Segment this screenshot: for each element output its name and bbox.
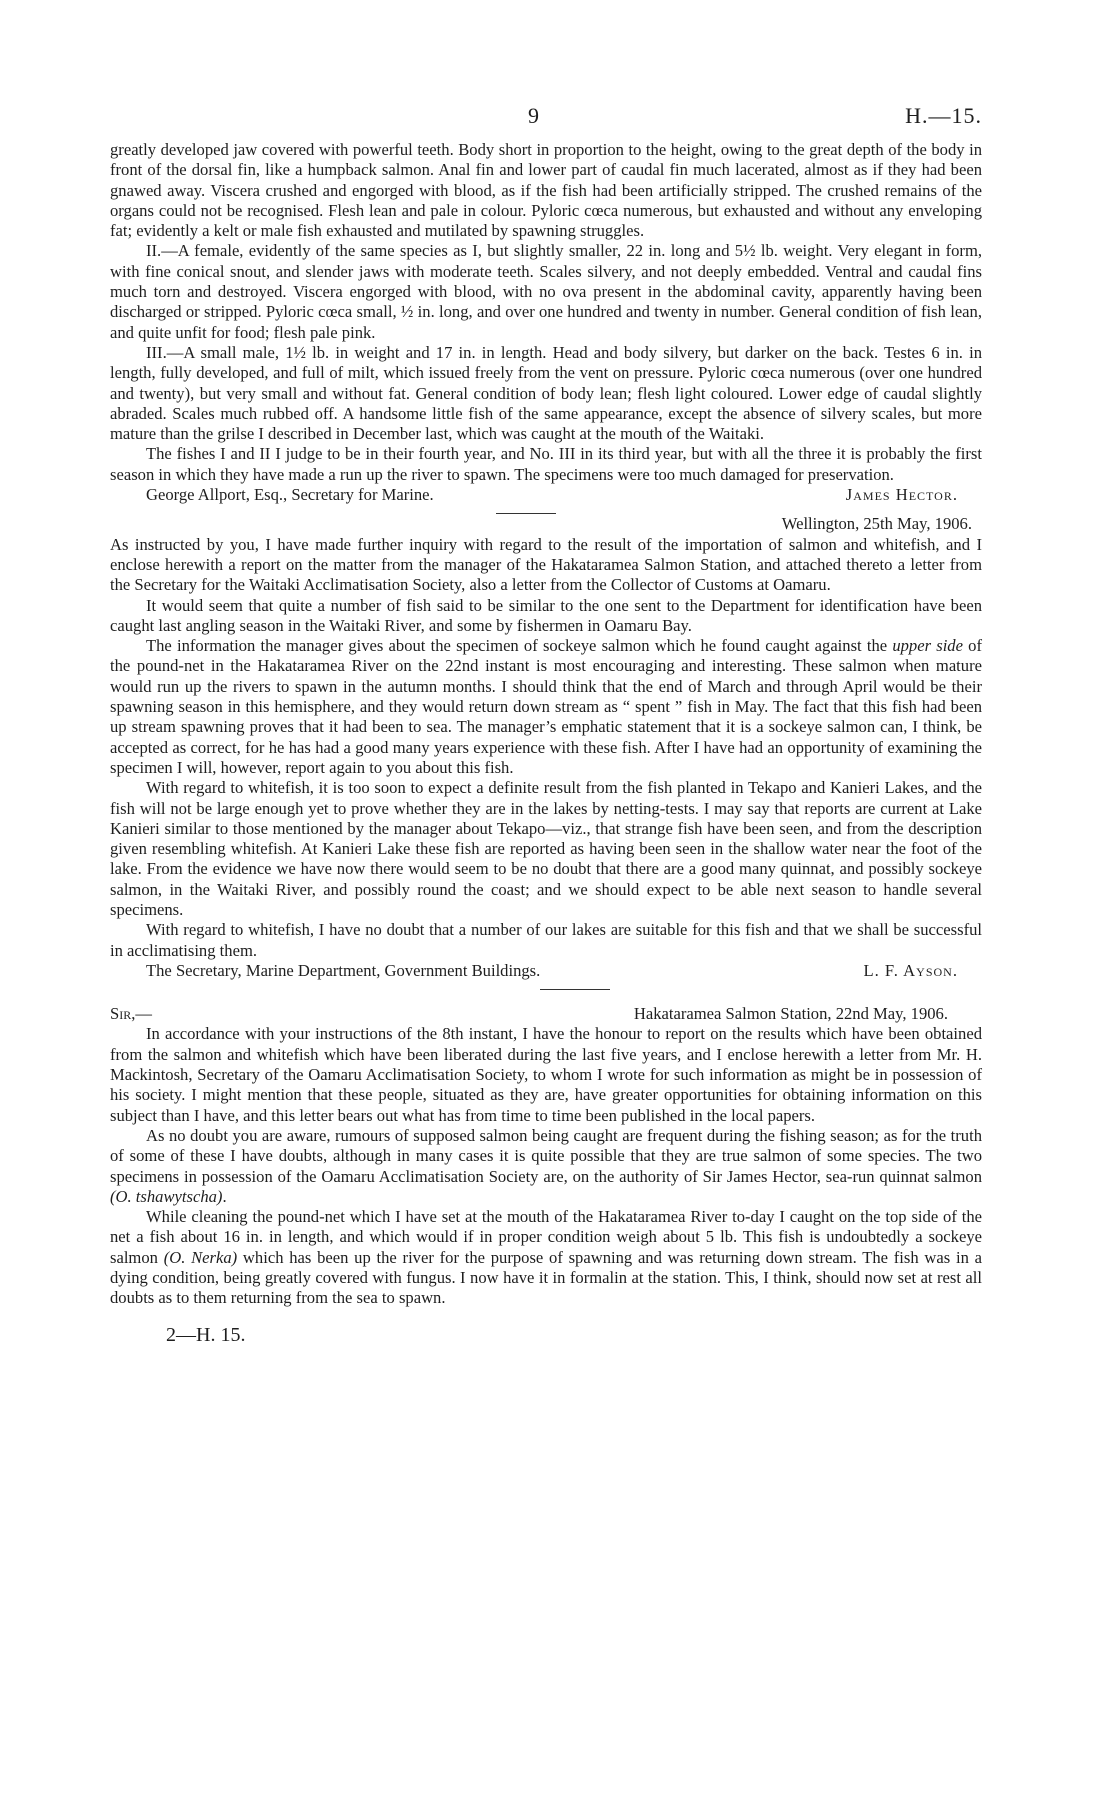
ayson-paragraph-4: With regard to whitefish, it is too soon to expect a definite result from the fish planted in Tekapo and Kanieri Lakes, and the fish will not be large enough yet to prove whether they are in the lakes by netting-tests. I may say that reports are current at Lake Kanieri similar to those mentioned by the manager about Tekapo—viz., that strange fish have been seen, and from the description given resembling whitefish. At Kanieri Lake these fish are reported as having been seen in the shallow water near the foot of the lake. From the evidence we have now there would seem to be no doubt that there are a good many quinnat, and possibly sockeye salmon, in the Waitaki River, and possibly round the coast; and we should expect to be able next season to handle several specimens. — [110, 778, 982, 919]
station-paragraph-2-species: (O. tshawytscha) — [110, 1186, 223, 1206]
station-paragraph-2 — [110, 1126, 982, 1207]
salutation: Sir,— — [110, 1004, 152, 1024]
ayson-addressee: The Secretary, Marine Department, Government Buildings. — [146, 960, 541, 980]
hector-paragraph-1: greatly developed jaw covered with powerful teeth. Body short in proportion to the height, owing to the great depth of the body in front of the dorsal fin, like a humpback salmon. Anal fin and lower part of caudal fin much lacerated, almost as if they had been gnawed away. Viscera crushed and engorged with blood, as if the fish had been artificially stripped. The crushed remains of the organs could not be recognised. Flesh lean and pale in colour. Pyloric cœca numerous, but exhausted and without any enveloping fat; evidently a kelt or male fish exhausted and mutilated by spawning struggles. — [110, 140, 982, 241]
station-paragraph-3-start: While cleaning the pound-net which I have set at the mouth of the Hakataramea River to-day I caught on the top side of the net a fish about 16 in. in length, and which would if in proper condition weigh about 5 lb. This fish is undoubtedly a sockeye salmon — [110, 1207, 982, 1267]
section-divider-2 — [540, 989, 610, 990]
ayson-paragraph-2: It would seem that quite a number of fish said to be similar to the one sent to the Department for identification have been caught last angling season in the Waitaki River, and some by fishermen in Oamaru Bay. — [110, 595, 982, 635]
station-place-date: Hakataramea Salmon Station, 22nd May, 1906. — [633, 1004, 948, 1024]
hector-report — [110, 140, 982, 505]
hector-signature-row — [110, 485, 982, 505]
station-paragraph-1: In accordance with your instructions of the 8th instant, I have the honour to report on the results which have been obtained from the salmon and whitefish which have been liberated during the last five years, and I enclose herewith a letter from Mr. H. Mackintosh, Secretary of the Oamaru Acclimatisation Society, to whom I wrote for such information as might be in possession of his society. I might mention that these people, situated as they are, have greater opportunities for obtaining information on this subject than I have, and this letter bears out what has from time to time been published in the local papers. — [110, 1024, 982, 1125]
hector-paragraph-4: The fishes I and II I judge to be in their fourth year, and No. III in its third year, but with all the three it is probably the first season in which they have made a run up the river to spawn. The specimens were too much damaged for preservation. — [110, 444, 982, 484]
station-paragraph-3-end: which has been up the river for the purpose of spawning and was returning down stream. The fish was in a dying condition, being greatly covered with fungus. I now have it in formalin at the station. This, I think, should now set at rest all doubts as to them returning from the sea to spawn. — [110, 1247, 982, 1308]
ayson-signature-row — [110, 961, 982, 981]
ayson-paragraph-3 — [110, 636, 982, 778]
page-number: 9 — [528, 103, 539, 128]
ayson-paragraph-1: As instructed by you, I have made further inquiry with regard to the result of the importation of salmon and whitefish, and I enclose herewith a report on the matter from the manager of the Hakataramea Salmon Station, and attached thereto a letter from the Secretary for the Waitaki Acclimatisation Society, also a letter from the Collector of Customs at Oamaru. — [110, 534, 982, 595]
ayson-place-date: Wellington, 25th May, 1906. — [781, 514, 972, 534]
hector-signature: James Hector. — [845, 485, 958, 505]
hector-paragraph-2: II.—A female, evidently of the same species as I, but slightly smaller, 22 in. long and 5½ lb. weight. Very elegant in form, with fine conical snout, and slender jaws with moderate teeth. Scales silvery, and not deeply embedded. Ventral and caudal fins much torn and destroyed. Viscera engorged with blood, with no ova present in the abdominal cavity, apparently having been discharged or stripped. Pyloric cœca small, ½ in. long, and over one hundred and twenty in number. General condition of fish lean, and quite unfit for food; flesh pale pink. — [110, 241, 982, 342]
hector-addressee: George Allport, Esq., Secretary for Marine. — [146, 485, 434, 505]
page-header — [110, 103, 982, 140]
ayson-signature: L. F. Ayson. — [863, 960, 958, 980]
ayson-report — [110, 514, 982, 981]
station-letter-heading — [110, 1004, 948, 1024]
station-paragraph-2-start: As no doubt you are aware, rumours of supposed salmon being caught are frequent during the fishing season; as for the truth of some of these I have doubts, although in many cases it is quite possible that they are true salmon of some species. The two specimens in possession of the Oamaru Acclimatisation Society are, on the authority of Sir James Hector, sea-run quinnat salmon — [110, 1125, 982, 1186]
station-letter — [110, 1004, 982, 1308]
station-paragraph-3-species: (O. Nerka) — [163, 1247, 238, 1267]
ayson-paragraph-3-emphasis: upper side — [892, 636, 963, 656]
ayson-paragraph-3-end: of the pound-net in the Hakataramea River on the 22nd instant is most encouraging and interesting. These salmon when mature would run up the rivers to spawn in the autumn months. I should think that the end of March and through April would be their spawning season in this hemisphere, and they would return down stream as “ spent ” fish in May. The fact that this fish had been up stream spawning proves that it had been to sea. The manager’s emphatic statement that it is a sockeye salmon can, I think, be accepted as correct, for he has had a good many years experience with these fish. After I have had an opportunity of examining the specimen I will, however, report again to you about this fish. — [110, 636, 982, 777]
ayson-paragraph-3-start: The information the manager gives about the specimen of sockeye salmon which he found caught against the — [146, 636, 893, 656]
station-paragraph-2-end: . — [222, 1186, 227, 1206]
signature-mark: 2—H. 15. — [166, 1323, 246, 1346]
hector-paragraph-3: III.—A small male, 1½ lb. in weight and 17 in. in length. Head and body silvery, but darker on the back. Testes 6 in. in length, fully developed, and full of milt, which issued freely from the vent on pressure. Pyloric cœca numerous (over one hundred and twenty), but very small and without fat. General condition of body lean; flesh light coloured. Lower edge of caudal slightly abraded. Scales much rubbed off. A handsome little fish of the same appearance, except the absence of silvery scales, but more mature than the grilse I described in December last, which was caught at the mouth of the Waitaki. — [110, 342, 982, 444]
station-paragraph-3 — [110, 1207, 982, 1308]
sheet-id: H.—15. — [905, 103, 982, 128]
ayson-paragraph-5: With regard to whitefish, I have no doubt that a number of our lakes are suitable for this fish and that we shall be successful in acclimatising them. — [110, 920, 982, 960]
